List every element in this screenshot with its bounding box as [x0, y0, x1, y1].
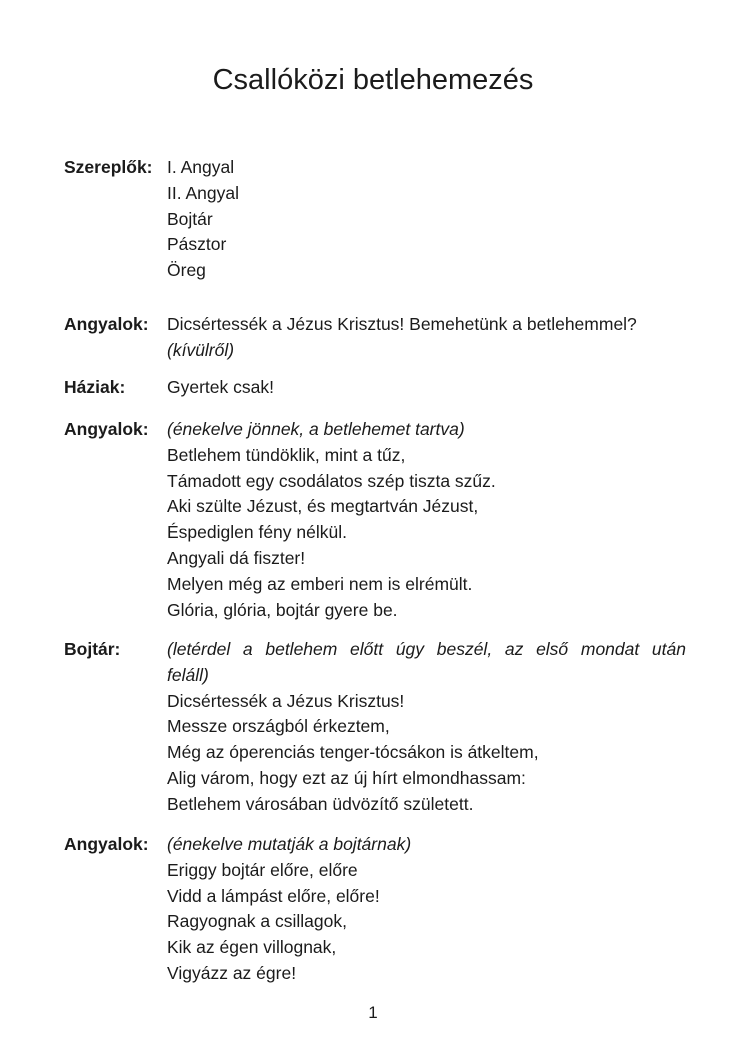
speaker-label: Angyalok:: [64, 419, 149, 439]
speaker-label: Angyalok:: [64, 834, 149, 854]
stage-direction: (kívülről): [167, 339, 235, 360]
script-line: Gyertek csak!: [167, 377, 274, 397]
dialogue-content: [167, 155, 686, 284]
dialogue-section-angyalok-3: [64, 832, 686, 987]
dialogue-section-angyalok-1: [64, 312, 686, 364]
speaker-label: Szereplők:: [64, 157, 153, 177]
dialogue-section-szereplok: [64, 155, 686, 284]
script-line: Glória, glória, bojtár gyere be.: [167, 599, 398, 620]
page-title: Csallóközi betlehemezés: [212, 64, 534, 96]
script-line: Angyali dá fiszter!: [167, 547, 306, 568]
dialogue-section-bojtar: [64, 637, 686, 818]
script-line: Betlehem tündöklik, mint a tűz,: [167, 444, 406, 465]
character-name: Öreg: [167, 260, 206, 281]
script-line: Aki szülte Jézust, és megtartván Jézust,: [167, 496, 479, 517]
dialogue-content: [167, 832, 686, 987]
script-line: Dicsértessék a Jézus Krisztus! Bemehetünk a betlehemmel?: [167, 314, 637, 334]
dialogue-section-haziak: [64, 375, 686, 401]
script-line: Még az óperenciás tenger-tócsákon is átkeltem,: [167, 742, 539, 763]
script-line: Alig várom, hogy ezt az új hírt elmondhassam:: [167, 767, 526, 788]
script-line: Messze országból érkeztem,: [167, 716, 390, 737]
script-line: Vigyázz az égre!: [167, 962, 297, 983]
script-line: Eriggy bojtár előre, előre: [167, 859, 358, 880]
script-line: Támadott egy csodálatos szép tiszta szűz.: [167, 470, 496, 491]
stage-direction: (énekelve mutatják a bojtárnak): [167, 834, 412, 854]
speaker-label: Bojtár:: [64, 639, 121, 659]
page-number: 1: [368, 1003, 378, 1022]
script-line: Melyen még az emberi nem is elrémült.: [167, 573, 473, 594]
speaker-label: Háziak:: [64, 377, 126, 397]
dialogue-content: [167, 637, 686, 818]
dialogue-content: [167, 375, 686, 401]
stage-direction: feláll): [167, 664, 209, 685]
script-line: Dicsértessék a Jézus Krisztus!: [167, 690, 405, 711]
dialogue-content: [167, 417, 686, 623]
script-line: Éspediglen fény nélkül.: [167, 522, 347, 543]
character-name: Pásztor: [167, 234, 227, 255]
script-line: Vidd a lámpást előre, előre!: [167, 885, 380, 906]
dialogue-content: [167, 312, 686, 364]
script-line: Kik az égen villognak,: [167, 937, 337, 958]
stage-direction: (énekelve jönnek, a betlehemet tartva): [167, 419, 465, 439]
character-name: Bojtár: [167, 208, 213, 229]
script-line: Betlehem városában üdvözítő született.: [167, 793, 474, 814]
stage-direction: (letérdel a betlehem előtt úgy beszél, az első mondat után: [167, 639, 686, 659]
speaker-label: Angyalok:: [64, 314, 149, 334]
character-name: I. Angyal: [167, 157, 235, 177]
character-name: II. Angyal: [167, 182, 239, 203]
script-line: Ragyognak a csillagok,: [167, 911, 347, 932]
dialogue-section-angyalok-2: [64, 417, 686, 623]
